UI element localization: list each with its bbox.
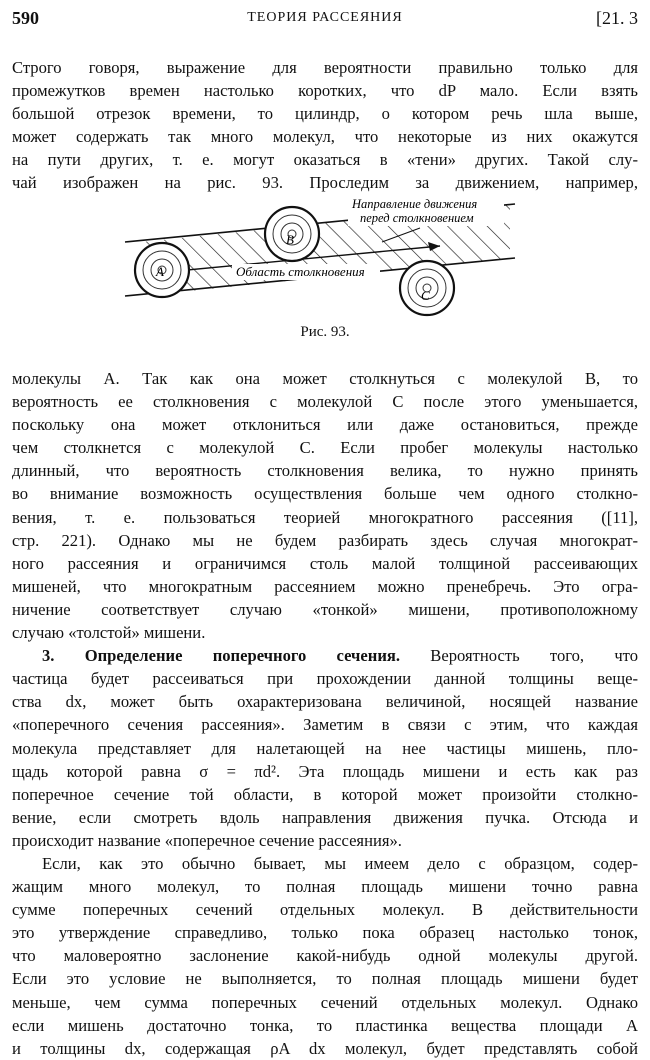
text-line: на пути других, т. е. могут оказаться в «тени» других. Такой слу- <box>12 150 638 170</box>
text-fragment: Вероятность того, что <box>400 646 638 666</box>
text-line: сумме поперечных сечений отдельных молекул. В действительности <box>12 900 638 920</box>
label-collision-area: Область столкновения <box>236 264 365 279</box>
paragraph-1 <box>12 56 638 195</box>
section-3-first-line <box>12 644 638 667</box>
text-line: «поперечного сечения рассеяния». Заметим в связи с этим, что каждая <box>12 715 638 735</box>
figure-caption: Рис. 93. <box>300 324 350 340</box>
text-line: Если, как это обычно бывает, мы имеем дело с образцом, содер- <box>42 853 638 873</box>
text-line: это утверждение справедливо, только пока образец настолько тонок, <box>12 923 638 943</box>
text-line: вения, т. е. пользоваться теорией многократного рассеяния ([11], <box>12 507 638 527</box>
text-line: вероятность ее столкновения с молекулой C после этого уменьшается, <box>12 392 638 412</box>
text-line: длинный, что вероятность столкновения велика, то нужно принять <box>12 461 638 481</box>
text-line: поперечное сечение той области, в которой может произойти столкно- <box>12 784 638 804</box>
text-line: Если это условие не выполняется, то полная площадь мишени будет <box>12 969 638 989</box>
text-line: во внимание возможность осуществления больше чем одного столкно- <box>12 484 638 504</box>
label-b: B <box>286 232 294 247</box>
text-line: может содержать так много молекул, что некоторые из них окажутся <box>12 127 638 147</box>
text-line: вение, если смотреть вдоль направления движения пучка. Отсюда и <box>12 807 638 827</box>
text-line: мишеней, что многократным рассеянием можно пренебречь. Это огра- <box>12 576 638 596</box>
text-line: случаю «толстой» мишени. <box>12 623 206 643</box>
text-line: чай изображен на рис. 93. Проследим за движением, например, <box>12 173 638 193</box>
text-line: что маловероятно заслонение какой-нибудь одной молекулы другой. <box>12 946 638 966</box>
text-line: молекулы A. Так как она может столкнуться с молекулой B, то <box>12 369 638 388</box>
label-direction-2: перед столкновением <box>360 211 474 225</box>
body-text <box>12 367 638 1060</box>
text-line: поскольку она может отклониться или даже остановиться, прежде <box>12 415 638 435</box>
label-c: C <box>421 288 430 303</box>
text-line: ного рассеяния и ограничимся столь малой толщиной рассеивающих <box>12 553 638 573</box>
figure-93 <box>120 196 540 318</box>
text-line: большой отрезок времени, то цилиндр, о котором речь шла выше, <box>12 104 638 124</box>
text-line: и толщины dx, содержащая ρA dx молекул, будет представлять собой <box>12 1038 638 1058</box>
section-number: [21. 3 <box>596 8 638 28</box>
text-line: щадь которой равна σ = πd². Эта площадь мишени и есть как раз <box>12 761 638 781</box>
running-title: ТЕОРИЯ РАССЕЯНИЯ <box>247 10 403 25</box>
label-a: A <box>156 264 164 279</box>
text-line: чем столкнется с молекулой C. Если пробег молекулы настолько <box>12 438 638 458</box>
label-direction-1: Направление движения <box>352 197 478 211</box>
text-line: стр. 221). Однако мы не будем разбирать здесь случая многократ- <box>12 530 638 550</box>
text-line: происходит название «поперечное сечение рассеяния». <box>12 830 402 850</box>
text-line: ства dx, может быть охарактеризована величиной, носящей название <box>12 692 638 712</box>
text-line: если мишень достаточно тонка, то пластинка вещества площади A <box>12 1015 638 1035</box>
page-header <box>12 8 638 34</box>
text-line: промежутков времен настолько коротких, что dP мало. Если взять <box>12 81 638 101</box>
page-number: 590 <box>12 8 39 28</box>
text-line: Строго говоря, выражение для вероятности правильно только для <box>12 58 638 77</box>
section-3-heading: 3. Определение поперечного сечения. <box>42 646 401 666</box>
text-line: молекула представляет для налетающей на нее частицы мишень, пло- <box>12 738 638 758</box>
text-line: частица будет рассеиваться при прохождении данной толщины веще- <box>12 669 638 689</box>
text-line: ничение соответствует случаю «тонкой» мишени, противоположному <box>12 599 638 619</box>
text-line: меньше, чем сумма поперечных сечений отдельных молекул. Однако <box>12 992 638 1012</box>
text-line: жащим много молекул, то полная площадь мишени точно равна <box>12 877 638 897</box>
